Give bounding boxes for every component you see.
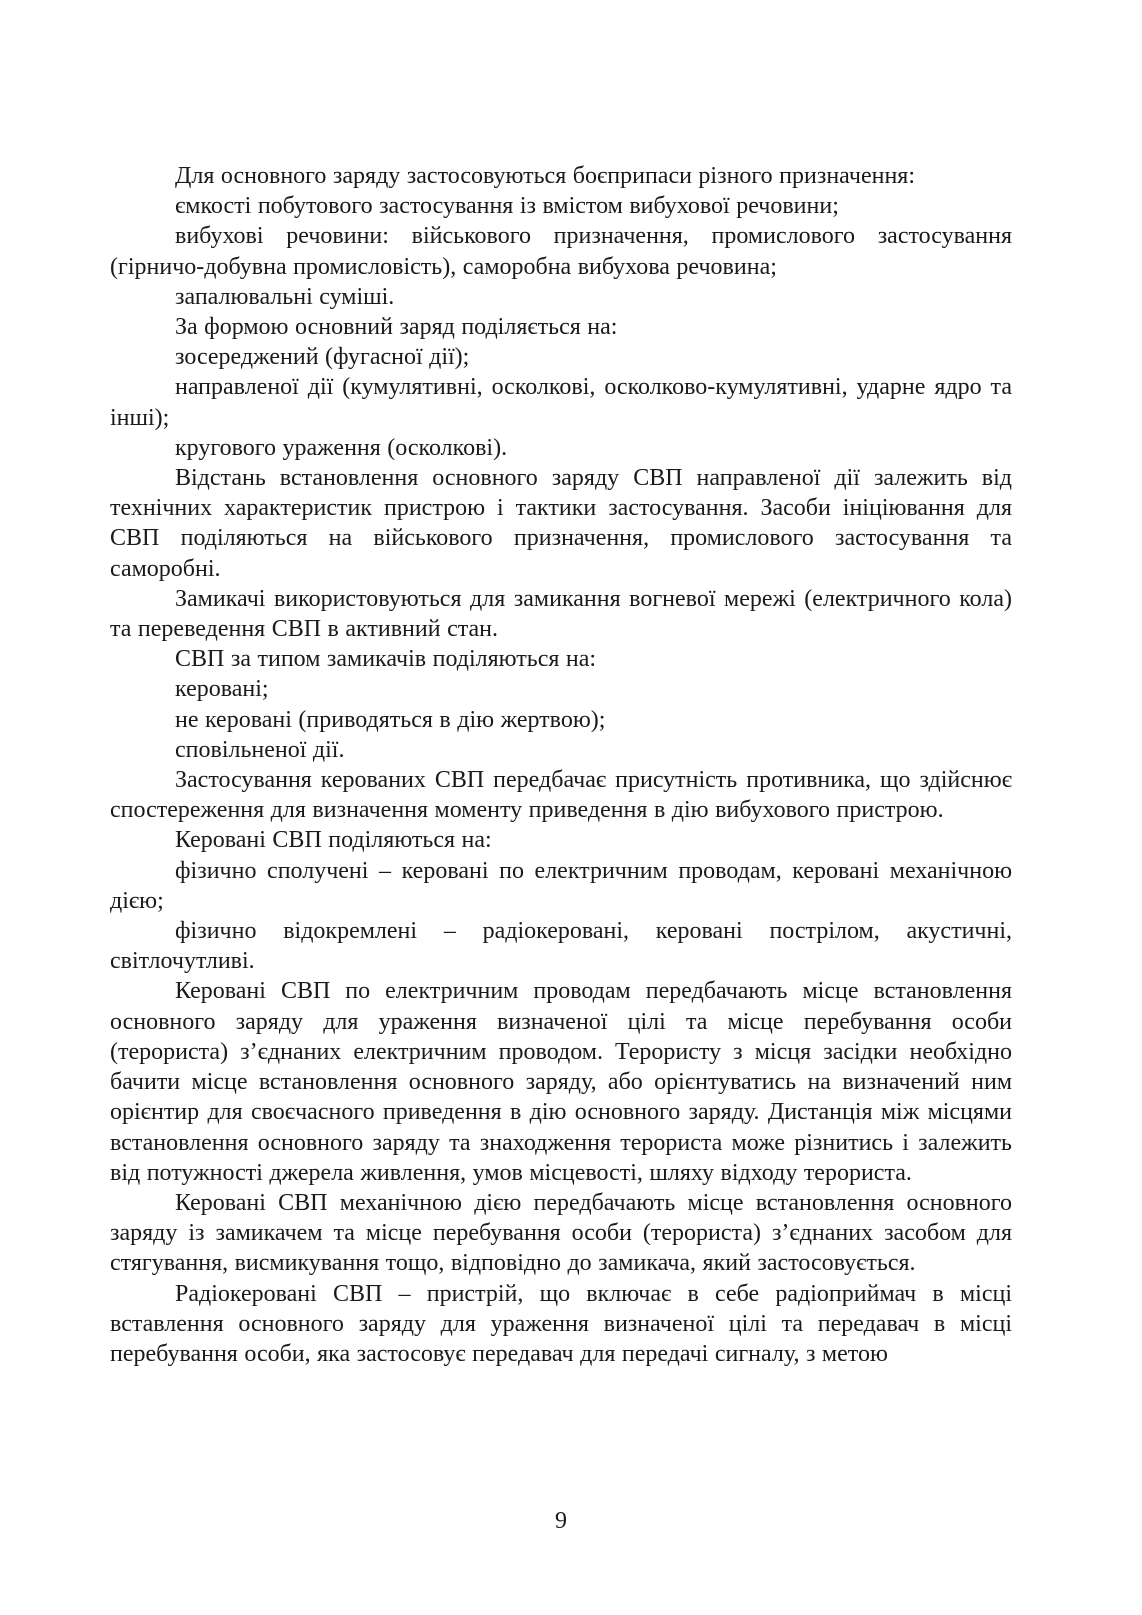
paragraph: Відстань встановлення основного заряду СВП направленої дії залежить від технічних характеристик пристрою і тактики застосування. Засоби ініціювання для СВП поділяються на військового призначення, промислового застосування та саморобні. (110, 465, 1012, 582)
paragraph: керовані; (175, 676, 269, 703)
paragraph: зосереджений (фугасної дії); (175, 344, 470, 371)
paragraph: Замикачі використовуються для замикання вогневої мережі (електричного кола) та переведення СВП в активний стан. (110, 585, 1012, 643)
text-block (110, 161, 1012, 1369)
paragraph: запалювальні суміші. (175, 283, 395, 310)
paragraph: фізично відокремлені – радіокеровані, керовані пострілом, акустичні, світлочутливі. (110, 918, 1012, 975)
paragraph: СВП за типом замикачів поділяються на: (175, 646, 597, 673)
paragraph: направленої дії (кумулятивні, осколкові, осколково-кумулятивні, ударне ядро та інші); (110, 374, 1012, 431)
paragraph: не керовані (приводяться в дію жертвою); (175, 706, 606, 733)
paragraph: вибухові речовини: військового призначення, промислового застосування (гірничо-добувна промисловість), саморобна вибухова речовина; (110, 223, 1012, 280)
paragraph: Керовані СВП поділяються на: (175, 827, 492, 854)
paragraph: За формою основний заряд поділяється на: (175, 314, 618, 341)
page-number: 9 (555, 1508, 567, 1534)
paragraph: Радіокеровані СВП – пристрій, що включає в себе радіоприймач в місці вставлення основного заряду для ураження визначеної цілі та передавач в місці перебування особи, яка застосовує передавач для передачі сигналу, з метою (110, 1280, 1012, 1367)
paragraph: Для основного заряду застосовуються боєприпаси різного призначення: (175, 163, 915, 189)
paragraph: сповільненої дії. (175, 736, 345, 763)
paragraph: ємкості побутового застосування із вмістом вибухової речовини; (175, 193, 839, 220)
paragraph: кругового ураження (осколкові). (175, 434, 508, 461)
paragraph: Застосування керованих СВП передбачає присутність противника, що здійснює спостереження для визначення моменту приведення в дію вибухового пристрою. (110, 767, 1012, 824)
paragraph: фізично сполучені – керовані по електричним проводам, керовані механічною дією; (110, 857, 1012, 914)
paragraph: Керовані СВП по електричним проводам передбачають місце встановлення основного заряду для ураження визначеної цілі та місце перебування особи (терориста) з’єднаних електричним проводом. Терористу з місця засідки необхідно бачити місце встановлення основного заряду, або орієнтуватись на визначений ним орієнтир для своєчасного приведення в дію основного заряду. Дистанція між місцями встановлення основного заряду та знаходження терориста може різнитись і залежить від потужності джерела живлення, умов місцевості, шляху відходу терориста. (110, 978, 1012, 1186)
paragraph: Керовані СВП механічною дією передбачають місце встановлення основного заряду із замикачем та місце перебування особи (терориста) з’єднаних засобом для стягування, висмикування тощо, відповідно до замикача, який застосовується. (110, 1189, 1012, 1277)
